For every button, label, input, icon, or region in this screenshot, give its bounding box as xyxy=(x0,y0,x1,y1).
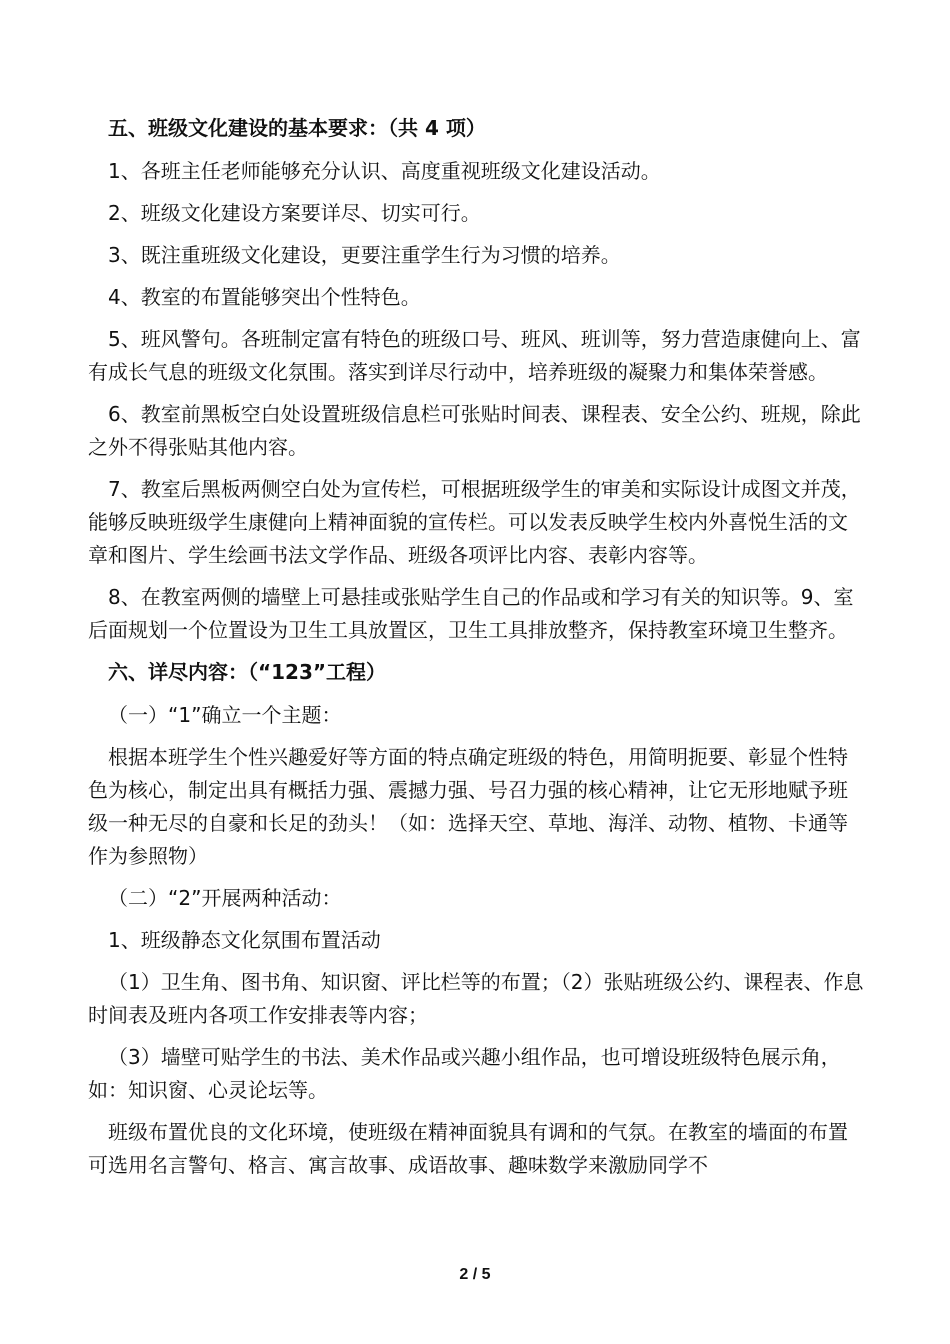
part-1-title: （一）“1”确立一个主题： xyxy=(108,703,342,727)
activity-1-title: 1、班级静态文化氛围布置活动 xyxy=(108,928,381,952)
section-5-item-4: 4、教室的布置能够突出个性特色。 xyxy=(108,285,421,309)
part-2-title: （二）“2”开展两种活动： xyxy=(108,886,342,910)
page-number: 2 / 5 xyxy=(459,1266,491,1283)
section-5-item-2: 2、班级文化建设方案要详尽、切实可行。 xyxy=(108,201,481,225)
section-6-heading: 六、详尽内容：（“123”工程） xyxy=(108,660,387,684)
part-1-body: 根据本班学生个性兴趣爱好等方面的特点确定班级的特色，用简明扼要、彰显个性特色为核心，制定出具有概括力强、震撼力强、号召力强的核心精神，让它无形地赋予班级一种无尽的自豪和长足的劲头！（如：选择天空、草地、海洋、动物、植物、卡通等作为参照物） xyxy=(88,745,848,868)
section-5-item-8: 8、在教室两侧的墙壁上可悬挂或张贴学生自己的作品或和学习有关的知识等。9、室后面规划一个位置设为卫生工具放置区，卫生工具排放整齐，保持教室环境卫生整齐。 xyxy=(88,585,854,642)
activity-1-item-2: （3）墙壁可贴学生的书法、美术作品或兴趣小组作品，也可增设班级特色展示角，如：知识窗、心灵论坛等。 xyxy=(88,1045,841,1102)
section-5-item-3: 3、既注重班级文化建设，更要注重学生行为习惯的培养。 xyxy=(108,243,621,267)
section-5-item-7: 7、教室后黑板两侧空白处为宣传栏，可根据班级学生的审美和实际设计成图文并茂，能够反映班级学生康健向上精神面貌的宣传栏。可以发表反映学生校内外喜悦生活的文章和图片、学生绘画书法文学作品、班级各项评比内容、表彰内容等。 xyxy=(88,477,861,567)
closing-paragraph: 班级布置优良的文化环境，使班级在精神面貌具有调和的气氛。在教室的墙面的布置可选用名言警句、格言、寓言故事、成语故事、趣味数学来激励同学不 xyxy=(88,1120,848,1177)
document-body xyxy=(88,112,866,1191)
section-5-item-5: 5、班风警句。各班制定富有特色的班级口号、班风、班训等，努力营造康健向上、富有成长气息的班级文化氛围。落实到详尽行动中，培养班级的凝聚力和集体荣誉感。 xyxy=(88,327,861,384)
activity-1-item-1: （1）卫生角、图书角、知识窗、评比栏等的布置；（2）张贴班级公约、课程表、作息时间表及班内各项工作安排表等内容； xyxy=(88,970,864,1027)
section-5-item-6: 6、教室前黑板空白处设置班级信息栏可张贴时间表、课程表、安全公约、班规，除此之外不得张贴其他内容。 xyxy=(88,402,861,459)
section-5-heading: 五、班级文化建设的基本要求：（共 4 项） xyxy=(108,116,486,140)
section-5-item-1: 1、各班主任老师能够充分认识、高度重视班级文化建设活动。 xyxy=(108,159,661,183)
